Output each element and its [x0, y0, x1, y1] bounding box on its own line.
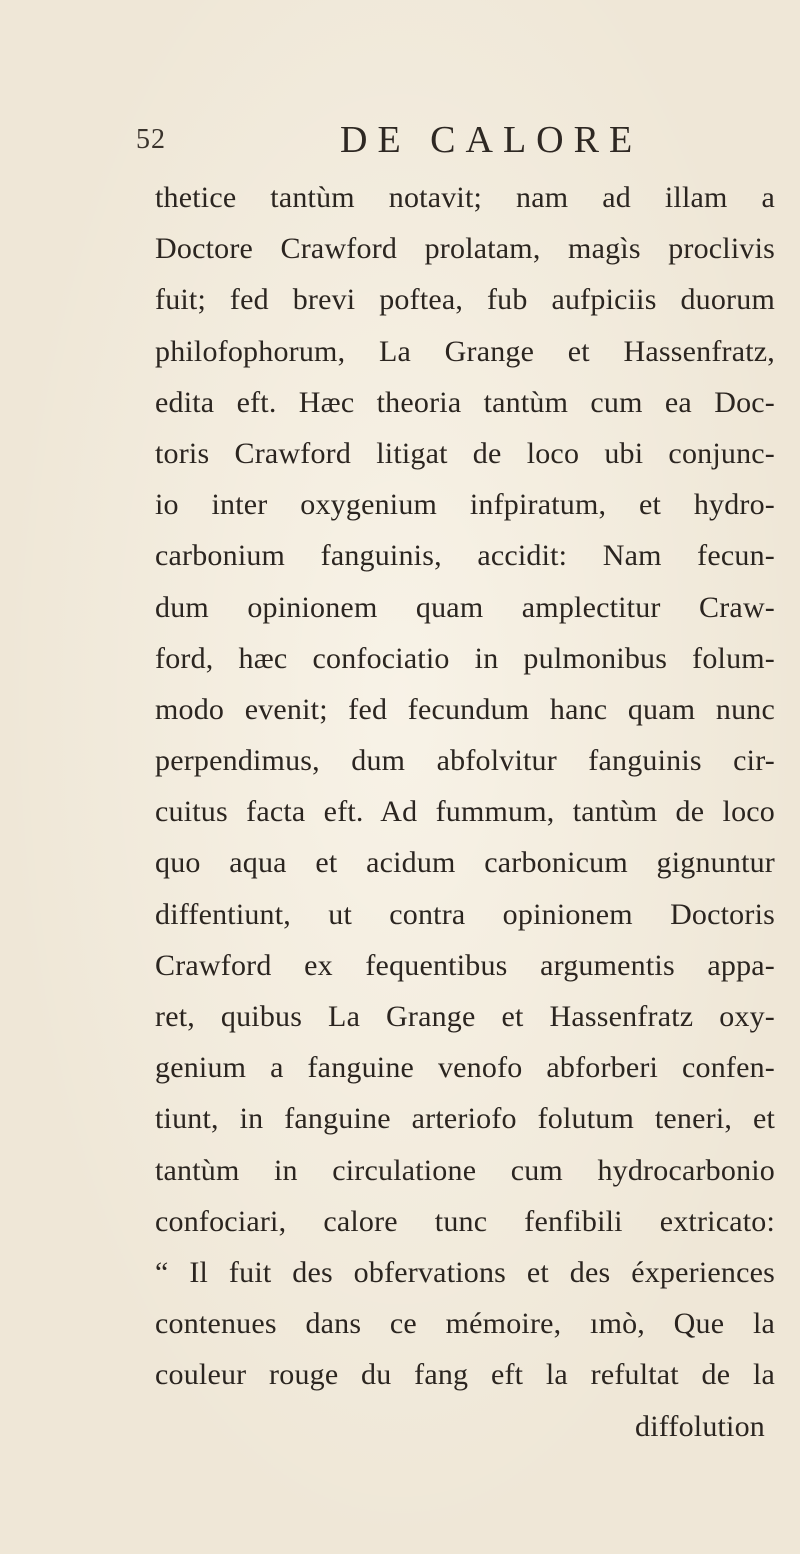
text-line: toris Crawford litigat de loco ubi conjunc-: [155, 436, 775, 470]
text-line: cuitus facta eft. Ad fummum, tantùm de loco: [155, 795, 775, 829]
text-line: perpendimus, dum abfolvitur fanguinis cir-: [155, 744, 775, 778]
text-line: couleur rouge du fang eft la refultat de la: [155, 1358, 775, 1392]
text-line: tiunt, in fanguine arteriofo folutum teneri, et: [155, 1102, 775, 1136]
text-line: modo evenit; fed fecundum hanc quam nunc: [155, 692, 775, 726]
text-line: ret, quibus La Grange et Hassenfratz oxy-: [155, 1000, 775, 1033]
text-line: quo aqua et acidum carbonicum gignuntur: [155, 846, 775, 880]
text-line: edita eft. Hæc theoria tantùm cum ea Doc-: [155, 385, 775, 419]
text-line: ford, hæc confociatio in pulmonibus folum-: [155, 641, 775, 675]
running-head: DE CALORE: [340, 119, 643, 161]
text-line: Crawford ex fequentibus argumentis appa-: [155, 948, 775, 982]
text-line: contenues dans ce mémoire, ımò, Que la: [155, 1307, 775, 1341]
text-line: philofophorum, La Grange et Hassenfratz,: [155, 334, 775, 368]
text-line: genium a fanguine venofo abforberi confen-: [155, 1051, 775, 1085]
text-line: Doctore Crawford prolatam, magìs proclivis: [155, 232, 775, 266]
text-line: fuit; fed brevi poftea, fub aufpiciis duorum: [155, 283, 775, 317]
text-line: diffentiunt, ut contra opinionem Doctoris: [155, 897, 775, 931]
text-line: tantùm in circulatione cum hydrocarbonio: [155, 1153, 775, 1187]
text-line-catchword: diffolution: [635, 1409, 765, 1443]
body-text: [155, 172, 775, 1452]
text-line: io inter oxygenium infpiratum, et hydro-: [155, 488, 775, 522]
text-line: “ Il fuit des obfervations et des éxperiences: [155, 1255, 775, 1289]
text-line: carbonium fanguinis, accidit: Nam fecun-: [155, 539, 775, 573]
text-line: thetice tantùm notavit; nam ad illam a: [155, 181, 775, 214]
text-line: confociari, calore tunc fenfibili extricato:: [155, 1204, 775, 1238]
page-number: 52: [136, 124, 166, 155]
text-line: dum opinionem quam amplectitur Craw-: [155, 590, 775, 624]
